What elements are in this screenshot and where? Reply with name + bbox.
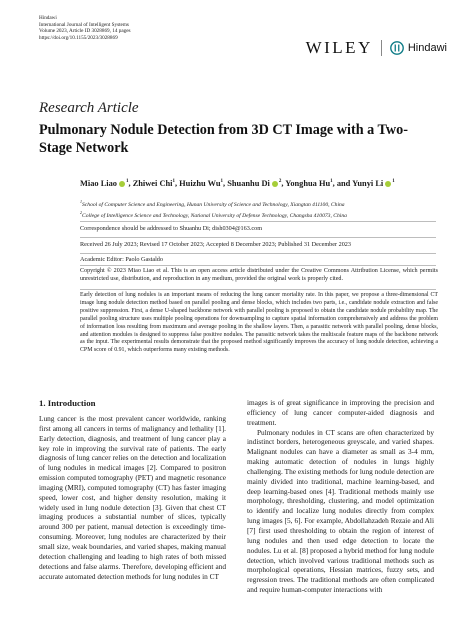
paragraph: Pulmonary nodules in CT scans are often characterized by indistinct borders, heterogeneous greyscale, and varied shapes. Malignant nodules can have a diameter as small as 3-4 mm, making automatic detection of nodules in lungs highly challenging. The existing methods for lung nodule detection are mainly divided into traditional, machine learning-based, and deep learning-based ones [4]. Traditional methods mainly use morphology, thresholding, clustering, and model optimization to identify and localize lung nodules directly from complex lung images [5, 6]. For example, Abdollahzadeh Rezaie and Ali [7] first used thresholding to obtain the region of interest of lung nodules and then used edge detection to locate the nodules. Lu et al. [8] proposed a hybrid method for lung nodule detection, which involved various traditional methods such as morphological operations, Hessian matrices, fuzzy sets, and regression trees. The traditional methods are often complicated and require human-computer interactions with [247, 427, 434, 595]
author-name: Shuanhu Di [227, 179, 270, 188]
author-separator: , [174, 179, 180, 188]
section-heading: 1. Introduction [39, 398, 96, 408]
paragraph: Lung cancer is the most prevalent cancer worldwide, ranking first among all cancers in terms of malignancy and lethality [1]. Early detection, diagnosis, and treatment of lung cancer play a key role in improving the survival rate of patients. The early diagnosis of lung cancer relies on the detection and localization of lung nodules in medical images [2]. Compared to positron emission computed tomography (PET) and magnetic resonance imaging (MRI), computed tomography (CT) has faster imaging speed, lower cost, and higher density resolution, making it widely used in lung nodule detection [3]. Given that chest CT imaging produces a substantial number of slices, typically around 300 per patient, manual detection is exceedingly time-consuming. Moreover, lung nodules are characterized by their small size, weak boundaries, and varied shapes, making manual detection challenging and leading to high rates of both missed detections and false alarms. Therefore, developing efficient and accurate automated detection methods for lung nodules in CT [39, 414, 226, 581]
publisher-line: Hindawi [39, 15, 57, 21]
author-affiliation-marker: 1 [172, 179, 175, 185]
divider [80, 253, 436, 254]
affiliation-2: $^2$College of Intelligence Science and Technology, National University of Defense Technology, Changsha 410073, China [80, 209, 347, 219]
divider [80, 265, 436, 266]
author-name: Huizhu Wu [179, 179, 221, 188]
dates: Received 26 July 2023; Revised 17 October 2023; Accepted 8 December 2023; Published 31 December 2023 [80, 241, 351, 248]
author-separator: , [223, 179, 228, 188]
copyright-notice: Copyright © 2023 Miao Liao et al. This is an open access article distributed under the Creative Commons Attribution License, which permits unrestricted use, distribution, and reproduction in any medium, provided the original work is properly cited. [80, 268, 438, 282]
author-affiliation-marker: 1 [330, 179, 333, 185]
correspondence: Correspondence should be addressed to Shuanhu Di; dish0304@163.com [80, 225, 263, 232]
abstract: Early detection of lung nodules is an important means of reducing the lung cancer mortality rate. In this paper, we propose a three-dimensional CT image lung nodule detection method based on parallel pooling and dense blocks, which includes two parts, i.e., candidate nodule extraction and false positive suppression. First, a dense U-shaped backbone network with parallel pooling is proposed to obtain the candidate nodule probability map. The parallel pooling structure uses multiple pooling operations for downsampling to capture spatial information comprehensively and address the problem of information loss resulting from maximum and average pooling in the shallow layers. Then, a parasitic network with parallel pooling, dense blocks, and attention modules is designed to suppress false positive nodules. The parasitic network takes the multiscale feature maps of the backbone network as the input. The experimental results demonstrate that the proposed method significantly improves the accuracy of lung nodule detection, achieving a CPM score of 0.91, which outperforms many existing methods. [80, 292, 438, 354]
right-column [247, 398, 434, 595]
author-affiliation-marker: 1 [392, 179, 395, 185]
author-separator: , and [332, 179, 353, 188]
orcid-icon[interactable] [119, 181, 125, 187]
hindawi-wordmark: Hindawi [407, 42, 447, 54]
author-list [80, 179, 440, 188]
doi-link[interactable]: https://doi.org/10.1155/2023/3028869 [39, 34, 118, 41]
author-name: Zhiwei Chi [132, 179, 173, 188]
paper-title: Pulmonary Nodule Detection from 3D CT Image with a Two-Stage Network [39, 122, 408, 156]
divider [80, 289, 436, 290]
publisher-logos [306, 38, 447, 58]
author-affiliation-marker: 1 [126, 179, 129, 185]
orcid-icon[interactable] [385, 181, 391, 187]
author-separator: , [281, 179, 286, 188]
paragraph: images is of great significance in improving the precision and efficiency of lung cancer computer-aided diagnosis and treatment. [247, 398, 434, 427]
author-affiliation-marker: 2 [278, 179, 282, 185]
author-name: Miao Liao [80, 179, 117, 188]
author-separator: , [128, 179, 133, 188]
journal-name: International Journal of Intelligent Systems [39, 21, 129, 28]
wiley-logo: WILEY [305, 38, 373, 57]
orcid-icon[interactable] [272, 181, 278, 187]
article-type: Research Article [39, 100, 139, 116]
academic-editor: Academic Editor: Paolo Gastaldo [80, 256, 163, 263]
divider [80, 221, 436, 222]
author-name: Yunyi Li [352, 179, 384, 188]
divider [80, 237, 436, 238]
author-name: Yonghua Hu [285, 179, 331, 188]
author-affiliation-marker: 1 [220, 179, 224, 185]
affiliations [80, 198, 450, 220]
logo-divider [381, 40, 382, 56]
hindawi-logo-icon [390, 41, 404, 55]
volume-line: Volume 2023, Article ID 3028869, 14 pages [39, 28, 131, 35]
left-column [39, 414, 226, 581]
journal-meta [39, 15, 131, 41]
affiliation-1: $^1$School of Computer Science and Engineering, Hunan University of Science and Technology, Xiangtan 411100, China [80, 199, 345, 208]
